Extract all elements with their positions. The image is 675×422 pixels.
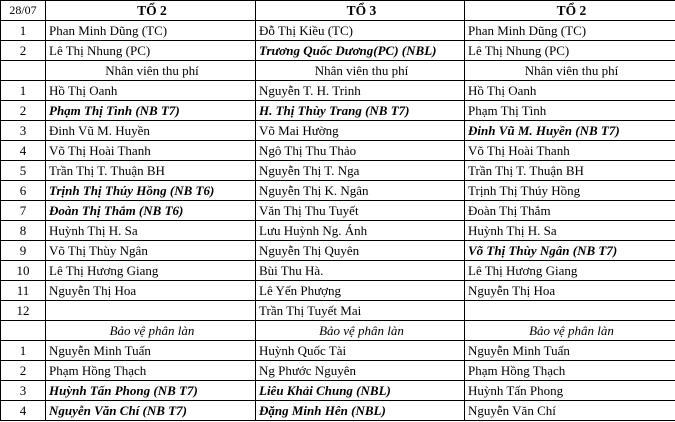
row-number: 2 bbox=[1, 361, 46, 381]
name-cell-col3: Nguyễn Văn Chí bbox=[465, 401, 675, 421]
leader-row bbox=[1, 41, 675, 61]
name-cell-col3: Phạm Thị Tình bbox=[465, 101, 675, 121]
row-number: 2 bbox=[1, 101, 46, 121]
name-cell-col2: Bùi Thu Hà. bbox=[256, 261, 465, 281]
name-cell-col1: Đoàn Thị Thắm (NB T6) bbox=[46, 201, 256, 221]
name-cell-col3: Lê Thị Hương Giang bbox=[465, 261, 675, 281]
name-cell-col3: Phan Minh Dũng (TC) bbox=[465, 21, 675, 41]
name-cell-col1: Trần Thị T. Thuận BH bbox=[46, 161, 256, 181]
name-cell-col2: Lê Yến Phượng bbox=[256, 281, 465, 301]
team-header-col3: TỔ 2 bbox=[465, 1, 675, 21]
section-blank-cell bbox=[1, 321, 46, 341]
name-cell-col3: Nguyễn Thị Hoa bbox=[465, 281, 675, 301]
section-label-col1: Nhân viên thu phí bbox=[46, 61, 256, 81]
row-number: 1 bbox=[1, 341, 46, 361]
leader-row bbox=[1, 21, 675, 41]
name-cell-col1: Hồ Thị Oanh bbox=[46, 81, 256, 101]
fee-staff-row bbox=[1, 121, 675, 141]
fee-staff-row bbox=[1, 101, 675, 121]
row-number: 6 bbox=[1, 181, 46, 201]
name-cell-col2: Nguyễn Thị K. Ngân bbox=[256, 181, 465, 201]
name-cell-col3: Hồ Thị Oanh bbox=[465, 81, 675, 101]
fee-staff-row bbox=[1, 241, 675, 261]
name-cell-col2: Huỳnh Quốc Tài bbox=[256, 341, 465, 361]
name-cell-col1: Huỳnh Tấn Phong (NB T7) bbox=[46, 381, 256, 401]
guard-row bbox=[1, 361, 675, 381]
header-row bbox=[1, 1, 675, 21]
name-cell-col1: Đinh Vũ M. Huyền bbox=[46, 121, 256, 141]
row-number: 12 bbox=[1, 301, 46, 321]
section-label-col2: Nhân viên thu phí bbox=[256, 61, 465, 81]
name-cell-col3: Võ Thị Thùy Ngân (NB T7) bbox=[465, 241, 675, 261]
fee-staff-row bbox=[1, 221, 675, 241]
fee-staff-row bbox=[1, 81, 675, 101]
row-number: 3 bbox=[1, 381, 46, 401]
name-cell-col1: Phạm Thị Tình (NB T7) bbox=[46, 101, 256, 121]
name-cell-col1: Võ Thị Thùy Ngân bbox=[46, 241, 256, 261]
name-cell-col1: Nguyễn Minh Tuấn bbox=[46, 341, 256, 361]
row-number: 3 bbox=[1, 121, 46, 141]
name-cell-col2: H. Thị Thùy Trang (NB T7) bbox=[256, 101, 465, 121]
section-label-col3: Nhân viên thu phí bbox=[465, 61, 675, 81]
row-number: 1 bbox=[1, 81, 46, 101]
fee-staff-row bbox=[1, 161, 675, 181]
name-cell-col1: Lê Thị Hương Giang bbox=[46, 261, 256, 281]
fee-staff-row bbox=[1, 261, 675, 281]
section-label-col3: Bảo vệ phân làn bbox=[465, 321, 675, 341]
fee-staff-row bbox=[1, 201, 675, 221]
name-cell-col2: Liêu Khải Chung (NBL) bbox=[256, 381, 465, 401]
name-cell-col3: Đoàn Thị Thắm bbox=[465, 201, 675, 221]
fee-staff-row bbox=[1, 141, 675, 161]
name-cell-col3: Trần Thị T. Thuận BH bbox=[465, 161, 675, 181]
name-cell-col3: Nguyễn Minh Tuấn bbox=[465, 341, 675, 361]
name-cell-col2: Nguyễn T. H. Trinh bbox=[256, 81, 465, 101]
date-cell: 28/07 bbox=[1, 1, 46, 21]
row-number: 4 bbox=[1, 401, 46, 421]
name-cell-col3: Lê Thị Nhung (PC) bbox=[465, 41, 675, 61]
name-cell-col3: Võ Thị Hoài Thanh bbox=[465, 141, 675, 161]
name-cell-col1: Lê Thị Nhung (PC) bbox=[46, 41, 256, 61]
section-blank-cell bbox=[1, 61, 46, 81]
name-cell-col2: Ng Phước Nguyên bbox=[256, 361, 465, 381]
name-cell-col3: Phạm Hồng Thạch bbox=[465, 361, 675, 381]
name-cell-col1: Trịnh Thị Thúy Hồng (NB T6) bbox=[46, 181, 256, 201]
name-cell-col3: Trịnh Thị Thúy Hồng bbox=[465, 181, 675, 201]
name-cell-col2: Ngô Thị Thu Thảo bbox=[256, 141, 465, 161]
name-cell-col3: Đinh Vũ M. Huyền (NB T7) bbox=[465, 121, 675, 141]
row-number: 9 bbox=[1, 241, 46, 261]
name-cell-col3: Huỳnh Tấn Phong bbox=[465, 381, 675, 401]
guard-row bbox=[1, 381, 675, 401]
row-number: 2 bbox=[1, 41, 46, 61]
row-number: 1 bbox=[1, 21, 46, 41]
name-cell-col2: Nguyễn Thị T. Nga bbox=[256, 161, 465, 181]
name-cell-col2: Võ Mai Hường bbox=[256, 121, 465, 141]
name-cell-col1 bbox=[46, 301, 256, 321]
name-cell-col2: Đặng Minh Hên (NBL) bbox=[256, 401, 465, 421]
guard-row bbox=[1, 341, 675, 361]
team-header-col2: TỔ 3 bbox=[256, 1, 465, 21]
roster-body bbox=[1, 1, 675, 421]
name-cell-col3: Huỳnh Thị H. Sa bbox=[465, 221, 675, 241]
team-header-col1: TỔ 2 bbox=[46, 1, 256, 21]
row-number: 5 bbox=[1, 161, 46, 181]
fee-staff-row bbox=[1, 301, 675, 321]
name-cell-col3 bbox=[465, 301, 675, 321]
row-number: 7 bbox=[1, 201, 46, 221]
fee-staff-row bbox=[1, 181, 675, 201]
fee-staff-row bbox=[1, 281, 675, 301]
guard-row bbox=[1, 401, 675, 421]
row-number: 8 bbox=[1, 221, 46, 241]
name-cell-col2: Lưu Huỳnh Ng. Ánh bbox=[256, 221, 465, 241]
name-cell-col1: Huỳnh Thị H. Sa bbox=[46, 221, 256, 241]
guard-section-row bbox=[1, 321, 675, 341]
name-cell-col1: Phan Minh Dũng (TC) bbox=[46, 21, 256, 41]
name-cell-col1: Nguyễn Văn Chí (NB T7) bbox=[46, 401, 256, 421]
name-cell-col2: Đỗ Thị Kiều (TC) bbox=[256, 21, 465, 41]
name-cell-col1: Phạm Hồng Thạch bbox=[46, 361, 256, 381]
name-cell-col1: Nguyễn Thị Hoa bbox=[46, 281, 256, 301]
name-cell-col2: Văn Thị Thu Tuyết bbox=[256, 201, 465, 221]
name-cell-col2: Nguyễn Thị Quyên bbox=[256, 241, 465, 261]
row-number: 4 bbox=[1, 141, 46, 161]
name-cell-col2: Trần Thị Tuyết Mai bbox=[256, 301, 465, 321]
section-label-col1: Bảo vệ phân làn bbox=[46, 321, 256, 341]
name-cell-col1: Võ Thị Hoài Thanh bbox=[46, 141, 256, 161]
row-number: 10 bbox=[1, 261, 46, 281]
fee-staff-section-row bbox=[1, 61, 675, 81]
name-cell-col2: Trương Quốc Dương(PC) (NBL) bbox=[256, 41, 465, 61]
section-label-col2: Bảo vệ phân làn bbox=[256, 321, 465, 341]
row-number: 11 bbox=[1, 281, 46, 301]
